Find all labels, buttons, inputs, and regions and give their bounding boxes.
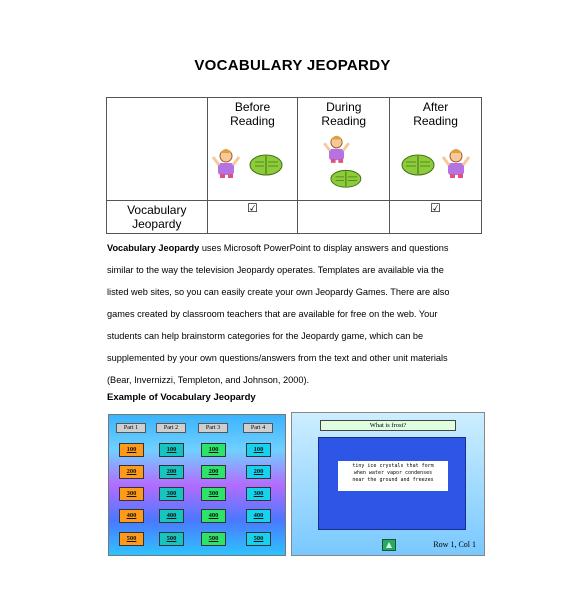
- check-after-reading: ☑: [390, 201, 482, 234]
- answer-line: near the ground and freezes: [352, 477, 434, 483]
- row-label-line1: Vocabulary: [127, 203, 187, 217]
- check-before-reading: ☑: [207, 201, 298, 234]
- board-tile: 200: [201, 465, 226, 479]
- board-tile: 100: [159, 443, 184, 457]
- board-tile: 300: [246, 487, 271, 501]
- header-line2: Reading: [413, 114, 458, 128]
- home-arrow-icon: [382, 539, 396, 551]
- reader-and-book-icon: [212, 132, 292, 190]
- paragraph-line: listed web sites, so you can easily create your own Jeopardy Games. There are also: [107, 287, 450, 297]
- header-before-reading: [207, 98, 298, 201]
- board-tile: 100: [201, 443, 226, 457]
- header-line2: Reading: [321, 114, 367, 128]
- board-tile: 500: [201, 532, 226, 546]
- board-column-header: Part 4: [243, 423, 273, 433]
- board-tile: 300: [159, 487, 184, 501]
- board-tile: 400: [119, 509, 144, 523]
- board-column-header: Part 1: [116, 423, 146, 433]
- book-and-reader-icon: [396, 132, 476, 190]
- jeopardy-question-slide-screenshot: [291, 412, 485, 556]
- row-label-vocabulary-jeopardy: [107, 201, 208, 234]
- paragraph-line: games created by classroom teachers that are available for free on the web. Your: [107, 309, 438, 319]
- paragraph-line: similar to the way the television Jeopardy operates. Templates are available via the: [107, 265, 444, 275]
- board-tile: 500: [159, 532, 184, 546]
- header-during-reading: [298, 98, 390, 201]
- bold-lead: Vocabulary Jeopardy: [107, 243, 200, 253]
- board-tile: 300: [201, 487, 226, 501]
- header-line1: After: [422, 100, 449, 114]
- answer-panel: [318, 437, 466, 530]
- example-heading: Example of Vocabulary Jeopardy: [107, 392, 256, 403]
- table-empty-corner: [107, 98, 208, 201]
- header-line1: Before: [234, 100, 271, 114]
- jeopardy-board-screenshot: [108, 414, 286, 556]
- check-during-reading: [298, 201, 390, 234]
- paragraph-line: supplemented by your own questions/answers from the text and other unit materials: [107, 353, 448, 363]
- board-tile: 500: [246, 532, 271, 546]
- row-col-label: Row 1, Col 1: [433, 540, 476, 549]
- reading-stage-table: [106, 97, 482, 234]
- header-line1: During: [326, 100, 362, 114]
- board-tile: 400: [246, 509, 271, 523]
- paragraph-line: (Bear, Invernizzi, Templeton, and Johnson, 2000).: [107, 375, 310, 385]
- board-tile: 500: [119, 532, 144, 546]
- board-column-header: Part 3: [198, 423, 228, 433]
- board-tile: 100: [119, 443, 144, 457]
- paragraph-line: students can help brainstorm categories for the Jeopardy game, which can be: [107, 331, 424, 341]
- board-tile: 400: [159, 509, 184, 523]
- board-tile: 100: [246, 443, 271, 457]
- reader-above-book-icon: [314, 132, 374, 190]
- board-tile: 200: [246, 465, 271, 479]
- header-line2: Reading: [230, 114, 275, 128]
- question-title: What is frost?: [320, 420, 456, 431]
- answer-line: tiny ice crystals that form: [352, 463, 434, 469]
- board-tile: 200: [159, 465, 184, 479]
- paragraph-line: uses Microsoft PowerPoint to display answers and questions: [199, 243, 449, 253]
- board-tile: 400: [201, 509, 226, 523]
- answer-line: when water vapor condenses: [353, 470, 433, 476]
- header-after-reading: [390, 98, 482, 201]
- board-column-header: Part 2: [156, 423, 186, 433]
- answer-text: [338, 461, 448, 491]
- description-paragraph: [107, 237, 479, 391]
- row-label-line2: Jeopardy: [132, 217, 182, 231]
- board-tile: 300: [119, 487, 144, 501]
- board-tile: 200: [119, 465, 144, 479]
- document-title: VOCABULARY JEOPARDY: [194, 57, 391, 74]
